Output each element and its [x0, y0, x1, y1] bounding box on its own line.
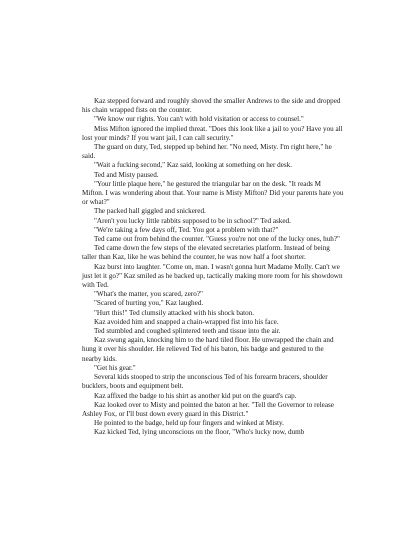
paragraph: "Hurt this!" Ted clumsily attacked with his shock baton. — [94, 308, 255, 317]
paragraph: Several kids stooped to strip the unconscious Ted of his forearm bracers, shoulder bucklers, boots and equipment belt. — [82, 373, 328, 391]
paragraph: Kaz swung again, knocking him to the hard tiled floor. He unwrapped the chain and hung it over his shoulder. He relieved Ted of his baton, his badge and gestured to the nearby kids. — [82, 336, 334, 363]
paragraph: Ted came out from behind the counter. "Guess you're not one of the lucky ones, huh?" — [94, 235, 340, 244]
paragraph: Kaz avoided him and snapped a chain-wrapped fist into his face. — [94, 317, 279, 326]
story-text — [82, 97, 344, 438]
paragraph: Ted came down the few steps of the elevated secretaries platform. Instead of being taller than Kaz, like he was behind the counter, he was now half a foot shorter. — [82, 244, 330, 262]
paragraph: The guard on duty, Ted, stepped up behind her. "No need, Misty. I'm right here," he said. — [82, 143, 332, 161]
paragraph: "We're taking a few days off, Ted. You got a problem with that?" — [94, 225, 279, 234]
paragraph: Kaz looked over to Misty and pointed the baton at her. "Tell the Governor to release Ashley Fox, or I'll bust down every guard in this District." — [82, 400, 334, 418]
paragraph: The packed hall giggled and snickered. — [94, 207, 206, 216]
paragraph: "Your little plaque here," he gestured the triangular bar on the desk. "It reads M Mifton. I was wondering about that. Your name is Misty Mifton? Did your parents hate you or what?" — [82, 179, 344, 207]
paragraph: Ted stumbled and coughed splintered teeth and tissue into the air. — [94, 327, 281, 336]
paragraph: "Aren't you lucky little rabbits supposed to be in school?" Ted asked. — [94, 216, 291, 225]
paragraph: "Scared of hurting you," Kaz laughed. — [94, 299, 204, 308]
paragraph: Kaz burst into laughter. "Come on, man. I wasn't gonna hurt Madame Molly. Can't we just let it go?" Kaz smiled as he backed up, tactically making more room for his showdown with Ted. — [82, 262, 343, 290]
paragraph: "Get his gear." — [94, 363, 136, 372]
paragraph: Kaz stepped forward and roughly shoved the smaller Andrews to the side and dropped his chain wrapped fists on the counter. — [82, 97, 341, 115]
paragraph: "What's the matter, you scared, zero?" — [94, 290, 203, 299]
paragraph: Ted and Misty paused. — [94, 170, 159, 179]
paragraph: "We know our rights. You can't with hold visitation or access to counsel." — [94, 115, 304, 124]
paragraph: He pointed to the badge, held up four fingers and winked at Misty. — [94, 419, 284, 428]
paragraph: Miss Mifton ignored the implied threat. "Does this look like a jail to you? Have you all lost your minds? If you want jail, I can call security." — [82, 124, 343, 142]
paragraph: Kaz affixed the badge to his shirt as another kid put on the guard's cap. — [94, 391, 297, 400]
paragraph: "Wait a fucking second," Kaz said, looking at something on her desk. — [94, 161, 293, 170]
paragraph: Kaz kicked Ted, lying unconscious on the floor, "Who's lucky now, dumb — [94, 428, 305, 437]
